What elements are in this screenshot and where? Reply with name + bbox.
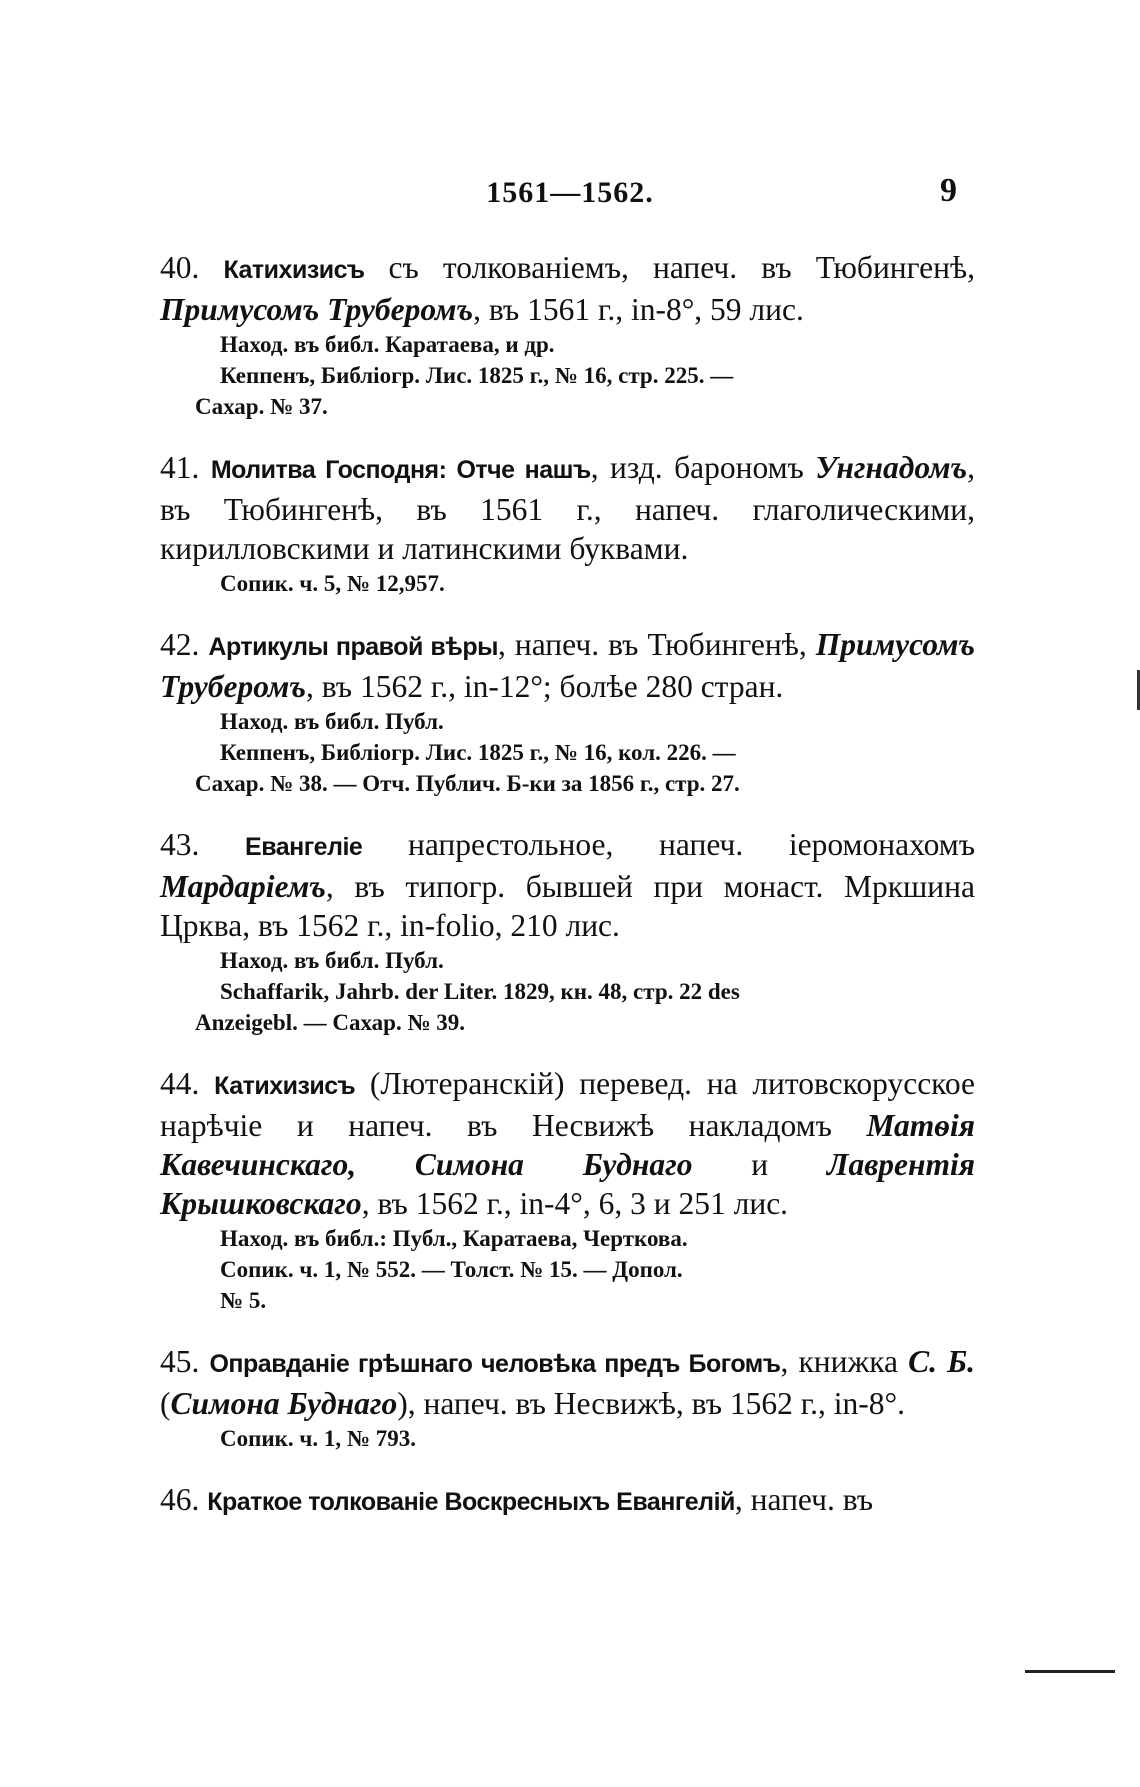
entry-title: Евангеліе xyxy=(245,833,363,861)
entry-note: Кеппенъ, Библіогр. Лис. 1825 г., № 16, стр. 225. — xyxy=(220,363,734,388)
entry-body: , въ типогр. бывшей при монаст. Мркшина Црква, въ 1562 г., in-folio, 210 лис. xyxy=(160,869,975,943)
entry-italic: С. Б. xyxy=(908,1344,976,1379)
entry-body: ( xyxy=(160,1386,171,1421)
entry-note: Сопик. ч. 5, № 12,957. xyxy=(220,571,445,596)
entry-title: Молитва Господня: Отче нашъ xyxy=(210,456,591,484)
entry-note: Anzeigebl. — Сахар. № 39. xyxy=(195,1010,466,1035)
entry-number: 45. xyxy=(160,1344,200,1379)
entry-text xyxy=(160,1064,975,1223)
entry-number: 41. xyxy=(160,450,200,485)
entry-title: Катихизисъ xyxy=(214,1072,356,1100)
entry-note: Сопик. ч. 1, № 793. xyxy=(220,1426,416,1451)
entry-text xyxy=(160,1480,975,1522)
entry-body: съ толкованіемъ, напеч. въ Тюбингенѣ, xyxy=(364,250,975,285)
entry-note: Наход. въ библ.: Публ., Каратаева, Черткова. xyxy=(220,1226,688,1251)
entry-body: , въ Тюбингенѣ, въ 1561 г., напеч. глаголическими, кирилловскими и латинскими буквами. xyxy=(160,450,976,566)
entry-44 xyxy=(160,1064,975,1316)
entry-body: ), напеч. въ Несвижѣ, въ 1562 г., in-8°. xyxy=(397,1386,905,1421)
entry-italic: Матѳія Кавечинскаго, Симона Буднаго xyxy=(160,1108,975,1182)
entry-45 xyxy=(160,1342,975,1454)
entry-text xyxy=(160,625,975,706)
entry-note: Наход. въ библ. Публ. xyxy=(220,709,444,734)
entry-note: Кеппенъ, Библіогр. Лис. 1825 г., № 16, кол. 226. — xyxy=(220,740,736,765)
entry-number: 40. xyxy=(160,250,200,285)
page-number: 9 xyxy=(940,172,957,209)
header-years: 1561—1562. xyxy=(486,176,654,209)
entry-text xyxy=(160,448,975,568)
entry-number: 46. xyxy=(160,1482,200,1517)
entry-title: Оправданіе грѣшнаго человѣка предъ Богомъ xyxy=(209,1350,781,1378)
entry-note: Сахар. № 37. xyxy=(195,394,328,419)
entry-note: № 5. xyxy=(220,1288,267,1313)
entry-title: Катихизисъ xyxy=(223,256,365,284)
entry-note: Сахар. № 38. — Отч. Публич. Б-ки за 1856 г., стр. 27. xyxy=(195,771,740,796)
entry-text xyxy=(160,825,975,945)
entry-italic: Унгнадомъ xyxy=(815,450,968,485)
entry-body: , напеч. въ Тюбингенѣ, xyxy=(498,627,816,662)
entry-body: , книжка xyxy=(780,1344,909,1379)
entry-41 xyxy=(160,448,975,599)
entry-43 xyxy=(160,825,975,1038)
entry-title: Артикулы правой вѣры xyxy=(208,633,498,661)
entry-note: Сопик. ч. 1, № 552. — Толст. № 15. — Допол. xyxy=(220,1257,683,1282)
running-header xyxy=(0,168,1140,218)
entry-number: 44. xyxy=(160,1066,200,1101)
entry-italic: Примусомъ Труберомъ xyxy=(160,627,976,704)
entry-title: Краткое толкованіе Воскресныхъ Евангелій xyxy=(207,1488,735,1516)
entry-body: , въ 1562 г., in-4°, 6, 3 и 251 лис. xyxy=(361,1186,789,1221)
entry-note: Schaffarik, Jahrb. der Liter. 1829, кн. 48, стр. 22 des xyxy=(220,979,740,1004)
entry-body: напрестольное, напеч. іеромонахомъ xyxy=(362,827,975,862)
entry-text xyxy=(160,248,975,329)
entry-italic: Мардаріемъ xyxy=(160,869,326,904)
entry-body: , напеч. въ xyxy=(734,1482,874,1517)
entry-italic: Примусомъ Труберомъ xyxy=(160,292,474,327)
entry-body: , въ 1562 г., in-12°; болѣе 280 стран. xyxy=(305,669,784,704)
entry-46 xyxy=(160,1480,975,1522)
entry-italic: Симона Буднаго xyxy=(170,1386,398,1421)
entry-body: (Лютеранскій) перевед. на литовскорусское нарѣчіе и напеч. въ Несвижѣ накладомъ xyxy=(160,1066,975,1143)
entry-note: Наход. въ библ. Каратаева, и др. xyxy=(220,332,555,357)
entry-body: и xyxy=(692,1147,827,1182)
entry-42 xyxy=(160,625,975,799)
entry-italic: Лаврентія Крышковскаго xyxy=(160,1147,975,1221)
entry-40 xyxy=(160,248,975,422)
entry-note: Наход. въ библ. Публ. xyxy=(220,948,444,973)
entry-number: 43. xyxy=(160,827,200,862)
scan-smudge xyxy=(1025,1670,1115,1673)
catalog-entries xyxy=(160,248,975,1548)
entry-number: 42. xyxy=(160,627,200,662)
entry-body: , изд. барономъ xyxy=(590,450,816,485)
entry-body: , въ 1561 г., in-8°, 59 лис. xyxy=(473,292,804,327)
entry-text xyxy=(160,1342,975,1423)
